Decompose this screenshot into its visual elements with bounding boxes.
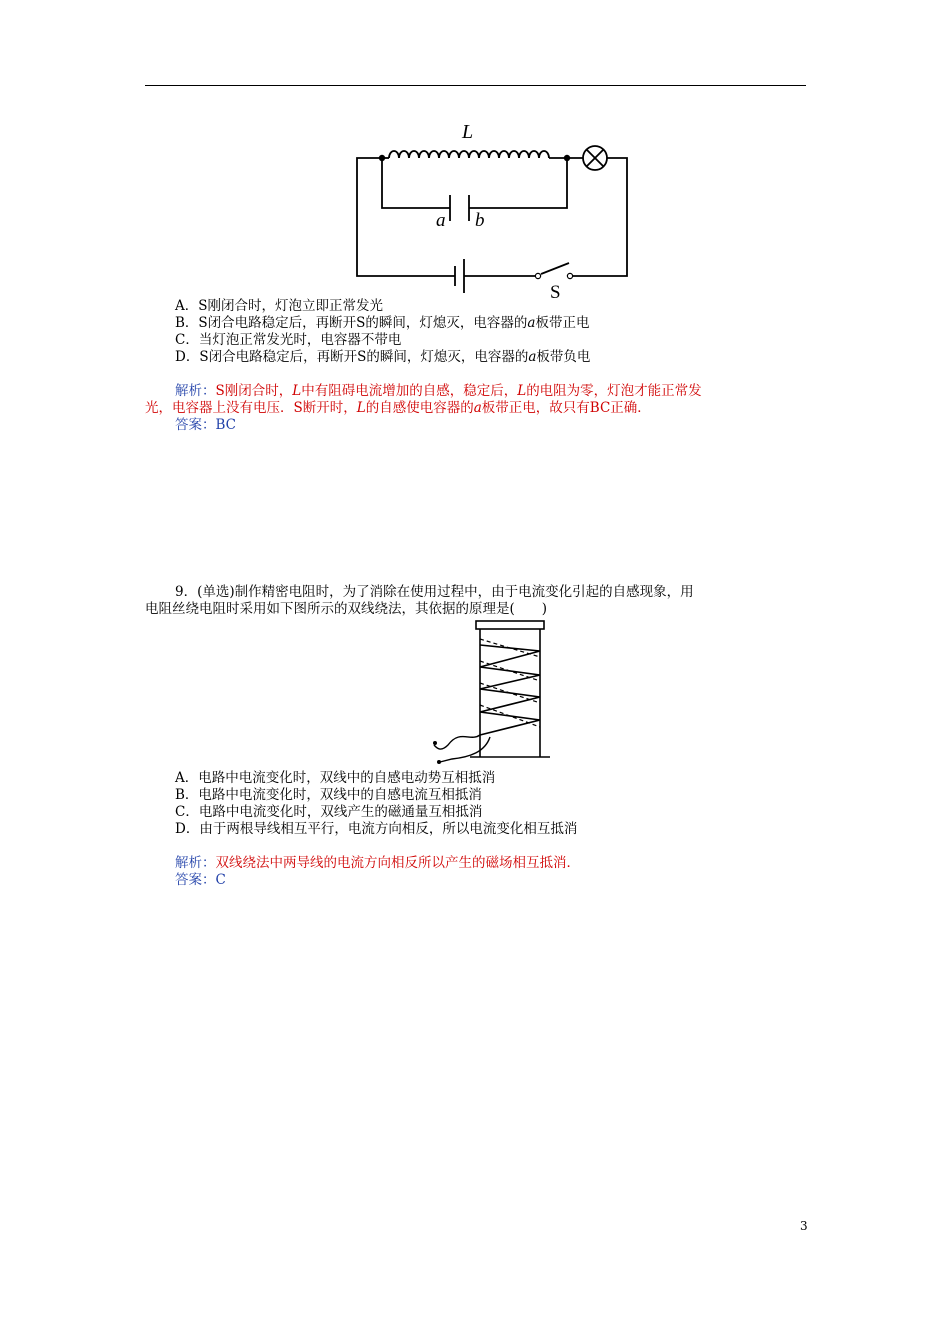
plate-b-label: b bbox=[475, 210, 485, 231]
q9-answer: 答案：C bbox=[175, 872, 226, 888]
circuit-diagram bbox=[345, 118, 635, 303]
q8-analysis-line1: 解析：S刚闭合时，L中有阻碍电流增加的自感，稳定后，L的电阻为零，灯泡才能正常发 bbox=[175, 383, 702, 399]
q9-option-c: C．电路中电流变化时，双线产生的磁通量互相抵消 bbox=[175, 804, 483, 820]
q9-option-d: D．由于两根导线相互平行，电流方向相反，所以电流变化相互抵消 bbox=[175, 821, 578, 837]
q9-analysis: 解析：双线绕法中两导线的电流方向相反所以产生的磁场相互抵消． bbox=[175, 855, 580, 871]
header-rule bbox=[145, 85, 806, 86]
q9-stem-line2: 电阻丝绕电阻时采用如下图所示的双线绕法，其依据的原理是( ) bbox=[145, 601, 548, 617]
q9-stem-line1: 9．(单选)制作精密电阻时，为了消除在使用过程中，由于电流变化引起的自感现象，用 bbox=[175, 584, 694, 600]
switch-label: S bbox=[550, 282, 561, 303]
q9-option-b: B．电路中电流变化时，双线中的自感电流互相抵消 bbox=[175, 787, 482, 803]
q8-option-d: D．S闭合电路稳定后，再断开S的瞬间，灯熄灭，电容器的a板带负电 bbox=[175, 349, 591, 365]
q8-option-a: A．S刚闭合时，灯泡立即正常发光 bbox=[175, 298, 383, 314]
page-number: 3 bbox=[800, 1219, 808, 1233]
q8-option-b: B．S闭合电路稳定后，再断开S的瞬间，灯熄灭，电容器的a板带正电 bbox=[175, 315, 590, 331]
q8-analysis-label: 解析： bbox=[175, 383, 216, 399]
q8-option-c: C．当灯泡正常发光时，电容器不带电 bbox=[175, 332, 402, 348]
plate-a-label: a bbox=[436, 210, 446, 231]
q9-option-a: A．电路中电流变化时，双线中的自感电动势互相抵消 bbox=[175, 770, 496, 786]
inductor-label: L bbox=[462, 121, 474, 143]
q8-answer: 答案：BC bbox=[175, 417, 237, 433]
bifilar-coil-diagram bbox=[430, 617, 550, 767]
q8-analysis-line2: 光，电容器上没有电压．S断开时，L的自感使电容器的a板带正电，故只有BC正确． bbox=[145, 400, 651, 416]
